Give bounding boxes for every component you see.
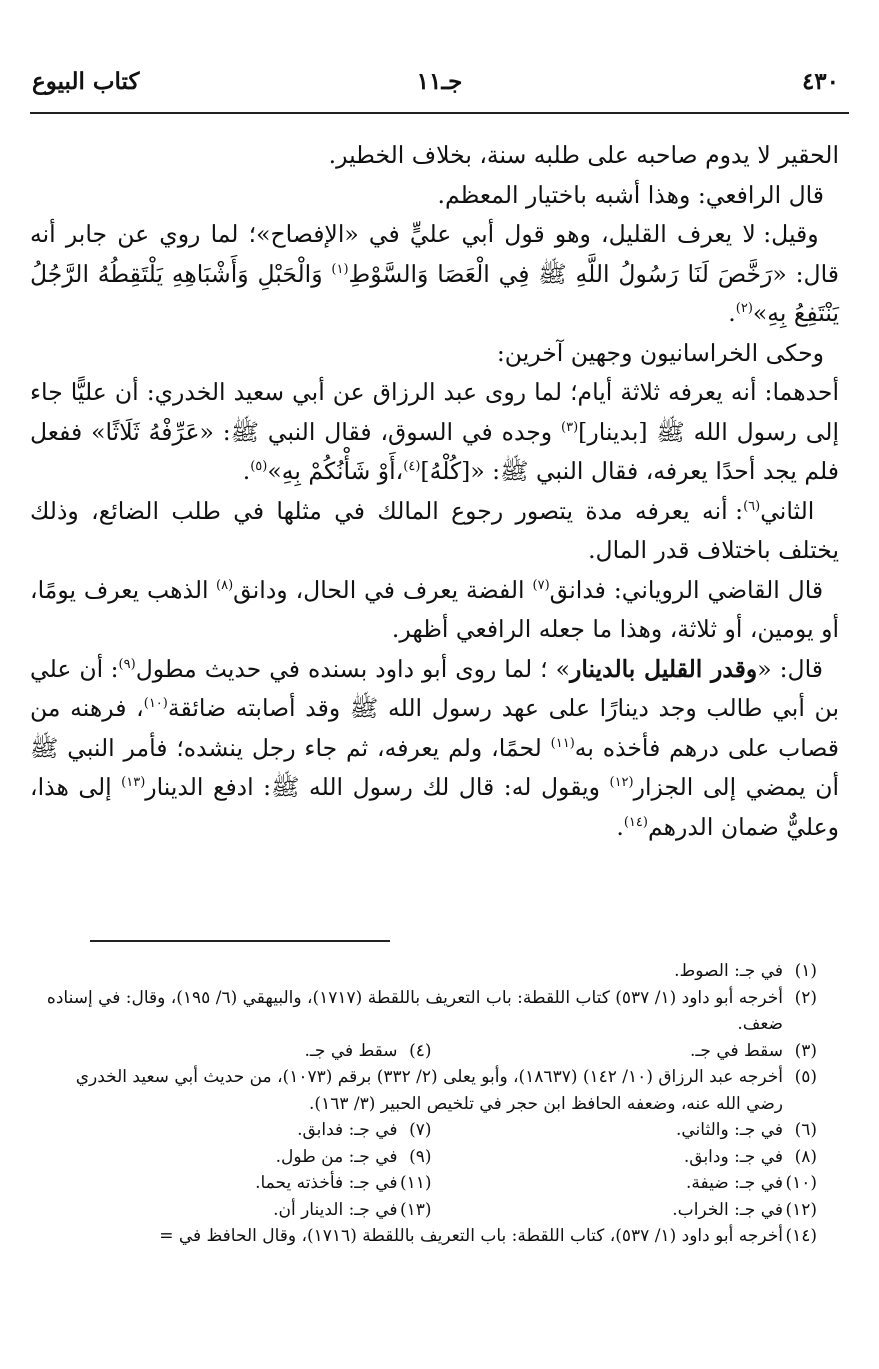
text: : أنه يعرفه مدة يتصور رجوع المالك في مثلها في طلب الضائع، وذلك يختلف باختلاف قدر المال. — [30, 496, 839, 564]
footnote-text: سقط في جـ. — [304, 1040, 398, 1061]
footnote-text: أخرجه أبو داود (١/ ٥٣٧)، كتاب اللقطة: باب التعريف باللقطة (١٧١٦)، وقال الحافظ في = — [159, 1226, 783, 1246]
footnote — [432, 1117, 818, 1144]
text: لحمًا، ولم يعرفه، ثم جاء رجل ينشده؛ فأمر النبي ﷺ أن يمضي إلى الجزار — [30, 733, 839, 801]
footnote-ref[interactable]: (١) — [331, 261, 349, 277]
footnote — [46, 1144, 432, 1171]
footnote-text: في جـ: فأخذته يحما. — [255, 1173, 398, 1193]
text: » ؛ لما روى أبو داود بسنده في حديث مطول — [135, 654, 571, 683]
running-header — [32, 68, 847, 102]
footnote-number: (٩) — [409, 1146, 432, 1167]
footnote-row — [46, 1144, 817, 1171]
footnote-separator — [90, 940, 390, 942]
footnote-row — [46, 1170, 817, 1197]
text: إلى هذا، وعليٌّ ضمان الدرهم — [30, 773, 839, 841]
paragraph — [30, 334, 839, 374]
footnote-text: في جـ: الدينار أن. — [273, 1199, 398, 1220]
paragraph — [30, 571, 839, 650]
paragraph — [30, 373, 839, 492]
footnote-number: (٧) — [409, 1120, 432, 1140]
text: قال: « — [757, 654, 824, 683]
footnote-ref[interactable]: (٦) — [743, 498, 761, 514]
text: قال الرافعي: وهذا أشبه باختيار المعظم. — [437, 180, 825, 209]
footnote-ref[interactable]: (٥) — [250, 459, 268, 475]
paragraph — [30, 215, 839, 334]
footnote-number: (١١) — [399, 1173, 432, 1193]
footnote — [46, 1064, 817, 1117]
text: وحكى الخراسانيون وجهين آخرين: — [496, 338, 825, 367]
footnote-number: (١٠) — [785, 1173, 817, 1193]
footnote-ref[interactable]: (٤) — [403, 459, 421, 475]
main-text — [30, 136, 839, 847]
footnote-text: أخرجه عبد الرزاق (١٠/ ١٤٢) (١٨٦٣٧)، وأبو يعلى (٢/ ٣٣٢) برقم (١٠٧٣)، من حديث أبي سعيد الخدري رضي الله عنه، وضعفه الحافظ ابن حجر في تلخيص الحبير (٣/ ١٦٣). — [75, 1067, 783, 1114]
book-title: كتاب البيوع — [32, 68, 140, 95]
text: أحدهما: أنه يعرفه ثلاثة أيام؛ لما روى عبد الرزاق عن أبي سعيد الخدري: أن عليًّا جاء إلى رسول الله ﷺ [بدينار] — [30, 378, 840, 446]
footnote — [46, 1223, 817, 1250]
paragraph — [30, 136, 839, 176]
footnote-ref[interactable]: (٨) — [216, 577, 234, 593]
text: ، فرهنه من قصاب على درهم فأخذه به — [30, 694, 839, 762]
footnote-number: (٥) — [794, 1067, 817, 1087]
footnote — [46, 1197, 432, 1224]
footnote-row — [46, 1117, 817, 1144]
text: وَالْحَبْلِ وَأَشْبَاهِهِ يَلْتَقِطُهُ الرَّجُلُ يَنْتَفِعُ بِهِ» — [30, 259, 839, 327]
text: وقيل: لا يعرف القليل، وهو قول أبي عليٍّ في «الإفصاح»؛ لما روي عن جابر أنه قال: «رَخَّصَ لَنَا رَسُولُ اللَّهِ ﷺ فِي الْعَصَا وَالسَّوْطِ — [30, 220, 839, 288]
footnotes — [46, 958, 817, 1250]
footnote-ref[interactable]: (١٢) — [609, 775, 634, 791]
footnote-ref[interactable]: (٢) — [735, 301, 753, 317]
footnote-text: في جـ: من طول. — [275, 1146, 398, 1167]
footnote-text: في جـ: الخراب. — [672, 1199, 783, 1220]
footnote-ref[interactable]: (٧) — [532, 577, 550, 593]
footnote-number: (٤) — [409, 1040, 432, 1061]
footnote-text: في جـ: ضيفة. — [685, 1173, 783, 1193]
footnote — [432, 1197, 818, 1224]
footnote-ref[interactable]: (٩) — [118, 656, 136, 672]
footnote — [432, 1170, 818, 1197]
footnote — [46, 1038, 432, 1065]
footnote-number: (٨) — [794, 1146, 817, 1167]
text: ،أَوْ شَأْنُكُمْ بِهِ» — [267, 457, 404, 485]
text: الفضة يعرف في الحال، ودانق — [233, 575, 533, 604]
footnote-number: (١٤) — [785, 1226, 817, 1246]
footnote-number: (٣) — [794, 1040, 817, 1061]
footnote-number: (٦) — [794, 1120, 817, 1140]
text: قال القاضي الروياني: فدانق — [549, 575, 824, 604]
footnote-row — [46, 1038, 817, 1065]
footnote-number: (١٢) — [785, 1199, 817, 1220]
footnote — [46, 1117, 432, 1144]
volume-label: جـ١١ — [416, 68, 463, 95]
footnote-ref[interactable]: (١١) — [550, 735, 575, 751]
header-rule — [30, 112, 849, 114]
footnote — [432, 1144, 818, 1171]
page-number: ٤٣٠ — [801, 68, 839, 95]
footnote — [432, 1038, 818, 1065]
footnote — [46, 985, 817, 1038]
text: . — [616, 812, 624, 841]
footnote — [46, 958, 817, 985]
footnote-ref[interactable]: (١٠) — [143, 696, 168, 712]
paragraph — [30, 176, 839, 216]
text: وجده في السوق، فقال النبي ﷺ: «عَرِّفْهُ ثَلَاثًا» ففعل فلم يجد أحدًا يعرفه، فقال النبي ﷺ: «[كُلْهُ] — [30, 417, 839, 485]
footnote-ref[interactable]: (١٣) — [121, 775, 146, 791]
footnote-text: أخرجه أبو داود (١/ ٥٣٧) كتاب اللقطة: باب التعريف باللقطة (١٧١٧)، والبيهقي (٦/ ١٩٥)، وقال: في إسناده ضعف. — [46, 987, 783, 1034]
text: . — [728, 299, 736, 327]
text: الذهب يعرف يومًا، أو يومين، أو ثلاثة، وهذا ما جعله الرافعي أظهر. — [30, 575, 839, 643]
footnote-ref[interactable]: (٣) — [561, 419, 579, 435]
text: . — [242, 457, 251, 485]
paragraph — [30, 650, 839, 848]
footnote-text: في جـ: ودابق. — [683, 1146, 783, 1167]
footnote-number: (١٣) — [399, 1199, 432, 1220]
text: ويقول له: قال لك رسول الله ﷺ: ادفع الدينار — [145, 773, 610, 801]
footnote-row — [46, 1197, 817, 1224]
paragraph — [30, 492, 839, 571]
footnote-number: (٢) — [794, 987, 817, 1008]
text: الحقير لا يدوم صاحبه على طلبه سنة، بخلاف الخطير. — [328, 141, 839, 169]
footnote-number: (١) — [794, 961, 817, 981]
bold-text: وقدر القليل بالدينار — [570, 654, 758, 683]
text: الثاني — [760, 496, 815, 525]
footnote-text: في جـ: فدابق. — [297, 1120, 398, 1140]
footnote-text: في جـ: والثاني. — [675, 1120, 783, 1140]
footnote-text: سقط في جـ. — [690, 1040, 783, 1061]
text: : أن علي بن أبي طالب وجد دينارًا على عهد رسول الله ﷺ وقد أصابته ضائقة — [30, 654, 839, 722]
footnote-text: في جـ: الصوط. — [674, 961, 783, 981]
footnote — [46, 1170, 432, 1197]
footnote-ref[interactable]: (١٤) — [623, 814, 648, 830]
